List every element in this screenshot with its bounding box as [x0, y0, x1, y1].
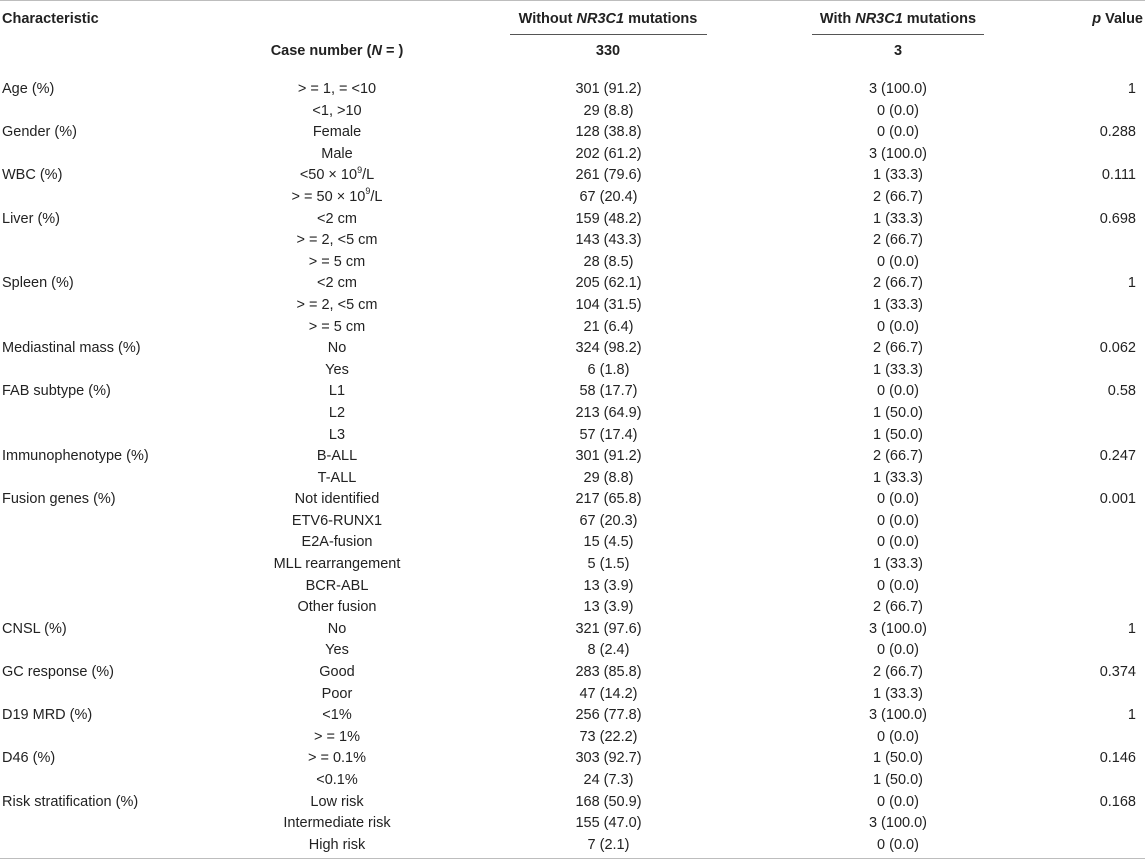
without-mutations-cell: 5 (1.5): [587, 556, 630, 573]
characteristic-cell: Liver (%): [2, 210, 61, 227]
table-row: [0, 165, 1145, 187]
table-row: [0, 101, 1145, 123]
without-mutations-cell: 57 (17.4): [579, 426, 638, 443]
with-mutations-cell: 0 (0.0): [877, 836, 919, 853]
without-mutations-cell: 67 (20.4): [579, 188, 638, 205]
category-cell: No: [327, 620, 347, 637]
table-row: [0, 662, 1145, 684]
category-cell: E2A-fusion: [301, 534, 373, 551]
with-mutations-cell: 3 (100.0): [868, 620, 928, 637]
category-cell: Poor: [321, 685, 353, 702]
table-row: [0, 619, 1145, 641]
with-mutations-cell: 1 (33.3): [873, 685, 923, 702]
table-row: [0, 252, 1145, 274]
table-body: [0, 79, 1145, 856]
p-value-cell: 0.001: [1099, 491, 1136, 508]
with-mutations-cell: 3 (100.0): [868, 145, 928, 162]
category-cell: L3: [328, 426, 346, 443]
with-mutations-cell: 0 (0.0): [877, 793, 919, 810]
header-p-value: p Value: [1092, 11, 1143, 27]
with-mutations-cell: 2 (66.7): [873, 275, 923, 292]
category-cell: T-ALL: [317, 469, 357, 486]
category-cell: > = 2, <5 cm: [296, 296, 378, 313]
without-mutations-cell: 29 (8.8): [583, 469, 634, 486]
without-mutations-cell: 143 (43.3): [575, 232, 642, 249]
category-cell: Low risk: [310, 793, 364, 810]
with-mutations-cell: 0 (0.0): [877, 383, 919, 400]
without-mutations-cell: 256 (77.8): [575, 707, 642, 724]
table-row: [0, 770, 1145, 792]
category-cell: <1, >10: [312, 102, 362, 119]
characteristic-cell: D19 MRD (%): [2, 707, 93, 724]
table-row: [0, 360, 1145, 382]
table-row: [0, 792, 1145, 814]
table-row: [0, 295, 1145, 317]
without-mutations-cell: 67 (20.3): [579, 512, 638, 529]
characteristic-cell: Fusion genes (%): [2, 491, 116, 508]
table-row: [0, 640, 1145, 662]
characteristic-cell: Age (%): [2, 81, 55, 97]
with-mutations-cell: 0 (0.0): [877, 318, 919, 335]
category-cell: > = 5 cm: [308, 253, 366, 270]
characteristic-cell: WBC (%): [2, 167, 63, 184]
p-value-cell: 0.288: [1099, 124, 1136, 141]
category-cell: Good: [319, 664, 355, 681]
with-mutations-cell: 1 (33.3): [873, 210, 923, 227]
without-mutations-cell: 28 (8.5): [583, 253, 634, 270]
category-cell: Not identified: [294, 491, 380, 508]
table-row: [0, 813, 1145, 835]
table-row: [0, 317, 1145, 339]
without-mutations-cell: 301 (91.2): [575, 81, 642, 97]
with-mutations-cell: 2 (66.7): [873, 599, 923, 616]
with-mutations-cell: 0 (0.0): [877, 728, 919, 745]
without-mutations-cell: 104 (31.5): [575, 296, 642, 313]
characteristic-cell: Spleen (%): [2, 275, 74, 292]
with-mutations-cell: 1 (50.0): [873, 426, 923, 443]
without-mutations-cell: 159 (48.2): [575, 210, 642, 227]
with-mutations-cell: 0 (0.0): [877, 253, 919, 270]
category-cell: Yes: [325, 361, 349, 378]
category-cell: L2: [328, 404, 346, 421]
p-value-cell: 0.062: [1099, 340, 1136, 357]
with-mutations-cell: 2 (66.7): [873, 232, 923, 249]
p-value-cell: 0.168: [1099, 793, 1136, 810]
table-row: [0, 835, 1145, 857]
p-value-cell: 0.146: [1099, 750, 1136, 767]
table-row: [0, 187, 1145, 209]
header-characteristic: Characteristic: [2, 11, 99, 27]
without-mutations-cell: 168 (50.9): [575, 793, 642, 810]
without-mutations-cell: 6 (1.8): [587, 361, 630, 378]
category-cell: > = 0.1%: [307, 750, 367, 767]
with-mutations-cell: 0 (0.0): [877, 642, 919, 659]
without-mutations-cell: 324 (98.2): [575, 340, 642, 357]
table-row: [0, 554, 1145, 576]
p-value-cell: 1: [1127, 81, 1136, 97]
p-value-cell: 0.247: [1099, 448, 1136, 465]
with-mutations-cell: 3 (100.0): [868, 815, 928, 832]
header-without-mutations: Without NR3C1 mutations: [518, 11, 698, 27]
characteristic-cell: FAB subtype (%): [2, 383, 111, 400]
characteristic-cell: Mediastinal mass (%): [2, 340, 141, 357]
p-value-cell: 0.111: [1101, 167, 1136, 184]
with-mutations-cell: 2 (66.7): [873, 448, 923, 465]
header-with-mutations: With NR3C1 mutations: [819, 11, 977, 27]
header-underline-with: [812, 34, 984, 35]
without-mutations-cell: 213 (64.9): [575, 404, 642, 421]
with-mutations-cell: 1 (50.0): [873, 750, 923, 767]
with-mutations-cell: 1 (50.0): [873, 404, 923, 421]
category-cell: Yes: [325, 642, 349, 659]
p-value-cell: 1: [1127, 275, 1136, 292]
table-row: [0, 576, 1145, 598]
category-cell: <1%: [322, 707, 352, 724]
without-mutations-cell: 29 (8.8): [583, 102, 634, 119]
with-mutations-cell: 1 (50.0): [873, 772, 923, 788]
with-mutations-cell: 2 (66.7): [873, 664, 923, 681]
table-row: [0, 230, 1145, 252]
without-mutations-cell: 261 (79.6): [575, 167, 642, 184]
characteristic-cell: Immunophenotype (%): [2, 448, 149, 465]
category-cell: BCR-ABL: [305, 577, 369, 594]
without-mutations-cell: 155 (47.0): [575, 815, 642, 832]
with-mutations-cell: 3 (100.0): [868, 81, 928, 97]
category-cell: Female: [312, 124, 362, 141]
without-mutations-cell: 13 (3.9): [583, 599, 634, 616]
without-mutations-cell: 205 (62.1): [575, 275, 642, 292]
table-row: [0, 381, 1145, 403]
without-mutations-cell: 73 (22.2): [579, 728, 638, 745]
p-value-cell: 1: [1127, 707, 1136, 724]
table-row: [0, 684, 1145, 706]
with-mutations-cell: 1 (33.3): [873, 469, 923, 486]
without-mutations-cell: 58 (17.7): [579, 383, 638, 400]
table-row: [0, 403, 1145, 425]
category-cell: ETV6-RUNX1: [291, 512, 383, 529]
category-cell: > = 1%: [314, 728, 360, 745]
header-underline-without: [510, 34, 707, 35]
characteristic-cell: D46 (%): [2, 750, 56, 767]
category-cell: <2 cm: [317, 275, 357, 292]
table-row: [0, 468, 1145, 490]
category-cell: MLL rearrangement: [273, 556, 401, 573]
p-value-cell: 0.58: [1107, 383, 1136, 400]
with-mutations-cell: 1 (33.3): [873, 167, 923, 184]
p-value-cell: 0.698: [1099, 210, 1136, 227]
case-count-without: 330: [595, 43, 621, 59]
without-mutations-cell: 202 (61.2): [575, 145, 642, 162]
with-mutations-cell: 0 (0.0): [877, 534, 919, 551]
category-cell: > = $50 \times 10^9/L$: [291, 186, 383, 205]
table-row: [0, 748, 1145, 770]
without-mutations-cell: 283 (85.8): [575, 664, 642, 681]
without-mutations-cell: 128 (38.8): [575, 124, 642, 141]
without-mutations-cell: 301 (91.2): [575, 448, 642, 465]
header-case-number: Case number (N = ): [270, 43, 404, 59]
category-cell: Male: [321, 145, 353, 162]
table-row: [0, 511, 1145, 533]
characteristic-cell: CNSL (%): [2, 620, 67, 637]
table-row: [0, 425, 1145, 447]
with-mutations-cell: 1 (33.3): [873, 556, 923, 573]
category-cell: No: [327, 340, 347, 357]
with-mutations-cell: 0 (0.0): [877, 512, 919, 529]
table-row: [0, 79, 1145, 101]
category-cell: High risk: [308, 836, 366, 853]
table-row: [0, 705, 1145, 727]
without-mutations-cell: 24 (7.3): [583, 772, 634, 788]
table-row: [0, 532, 1145, 554]
with-mutations-cell: 1 (33.3): [873, 296, 923, 313]
without-mutations-cell: 13 (3.9): [583, 577, 634, 594]
table-row: [0, 122, 1145, 144]
category-cell: Other fusion: [297, 599, 377, 616]
category-cell: B-ALL: [316, 448, 358, 465]
characteristic-cell: GC response (%): [2, 664, 115, 681]
table-row: [0, 273, 1145, 295]
with-mutations-cell: 1 (33.3): [873, 361, 923, 378]
table-row: [0, 727, 1145, 749]
category-cell: <2 cm: [317, 210, 357, 227]
without-mutations-cell: 8 (2.4): [587, 642, 630, 659]
category-cell: L1: [328, 383, 346, 400]
table-row: [0, 597, 1145, 619]
table-top-rule: [0, 0, 1145, 1]
without-mutations-cell: 21 (6.4): [583, 318, 634, 335]
with-mutations-cell: 3 (100.0): [868, 707, 928, 724]
without-mutations-cell: 303 (92.7): [575, 750, 642, 767]
with-mutations-cell: 2 (66.7): [873, 340, 923, 357]
without-mutations-cell: 15 (4.5): [583, 534, 634, 551]
p-value-cell: 1: [1127, 620, 1136, 637]
with-mutations-cell: 0 (0.0): [877, 124, 919, 141]
category-cell: > = 1, = <10: [297, 81, 377, 97]
category-cell: > = 2, <5 cm: [296, 232, 378, 249]
table-row: [0, 446, 1145, 468]
without-mutations-cell: 321 (97.6): [575, 620, 642, 637]
category-cell: <0.1%: [316, 772, 358, 788]
category-cell: Intermediate risk: [283, 815, 391, 832]
with-mutations-cell: 2 (66.7): [873, 188, 923, 205]
table-row: [0, 209, 1145, 231]
table-row: [0, 144, 1145, 166]
with-mutations-cell: 0 (0.0): [877, 102, 919, 119]
with-mutations-cell: 0 (0.0): [877, 577, 919, 594]
with-mutations-cell: 0 (0.0): [877, 491, 919, 508]
without-mutations-cell: 47 (14.2): [579, 685, 638, 702]
category-cell: $<50 \times 10^9/L$: [299, 164, 375, 184]
table-row: [0, 489, 1145, 511]
table-row: [0, 338, 1145, 360]
characteristic-cell: Gender (%): [2, 124, 77, 141]
without-mutations-cell: 7 (2.1): [587, 836, 630, 853]
table-bottom-rule: [0, 858, 1145, 859]
p-value-cell: 0.374: [1099, 664, 1136, 681]
without-mutations-cell: 217 (65.8): [575, 491, 642, 508]
category-cell: > = 5 cm: [308, 318, 366, 335]
characteristic-cell: Risk stratification (%): [2, 793, 139, 810]
case-count-with: 3: [893, 43, 903, 59]
